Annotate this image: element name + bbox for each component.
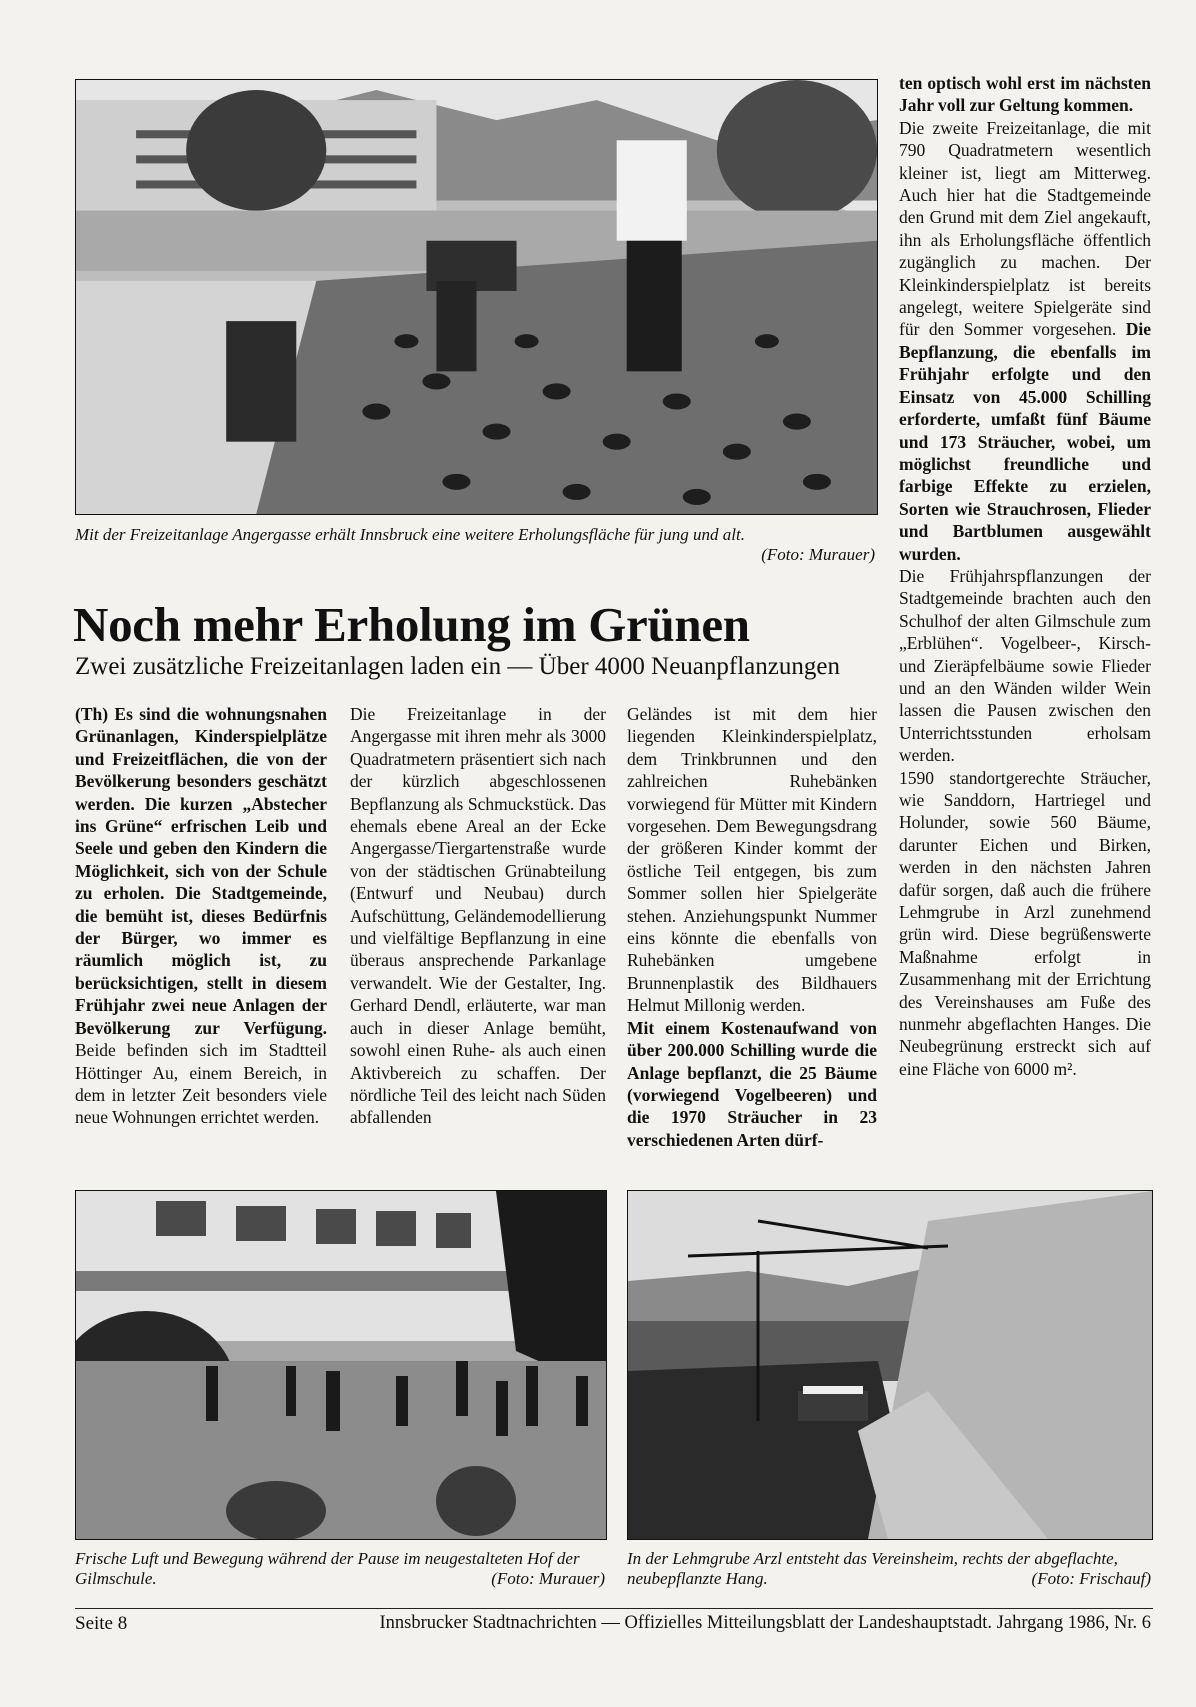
headline: Noch mehr Erholung im Grünen [73,597,750,652]
caption-top-credit: (Foto: Murauer) [761,545,875,564]
article-column-1 [75,703,327,1129]
article-column-4 [899,72,1151,1080]
col5-regular-2: 1590 standortgerechte Sträucher, wie Sanddorn, Hartriegel und Holunder, sowie 560 Bäume, darunter Eichen und Birken, werden in den nächsten Jahren dafür sorgen, daß auch die frühere Lehmgrube in Arzl zunehmend grün wird. Diese begrüßenswerte Maßnahme erfolgt in Zusammenhang mit der Errichtung des Vereinshauses am Fuße des nunmehr abgeflachten Hanges. Die Neubegrünung erstreckt sich auf eine Fläche von 6000 m². [899,767,1151,1079]
col4-bold-mid: Die Bepflanzung, die ebenfalls im Frühjahr erfolgte und den Einsatz von 45.000 Schilling erforderte, umfaßt fünf Bäume und 173 Sträucher, wobei, um möglichst freundliche und farbige Effekte zu erzielen, Sorten wie Strauchrosen, Flieder und Bartblumen ausgewählt wurden. [899,319,1151,564]
caption-bottom-right-credit: (Foto: Frischauf) [1031,1569,1151,1588]
col4-regular-1: Die zweite Freizeitanlage, die mit 790 Quadratmetern wesentlich kleiner ist, liegt am Mitterweg. Auch hier hat die Stadtgemeinde den Grund mit dem Ziel angekauft, ihn als Erholungsfläche öffentlich zugänglich zu machen. Der Kleinkinderspielplatz ist bereits angelegt, weitere Spielgeräte sind für den Sommer vorgesehen. [899,117,1151,340]
photo-gilmschule-courtyard [75,1190,607,1540]
col2-text: Die Freizeitanlage in der Angergasse mit ihren mehr als 3000 Quadratmetern präsentiert sich nach der kürzlich abgeschlossenen Bepflanzung als Schmuckstück. Das ehemals ebene Areal an der Ecke Angergasse/Tiergartenstraße wurde von der städtischen Grünabteilung (Entwurf und Neubau) durch Aufschüttung, Geländemodellierung und vielfältige Bepflanzung in eine überaus ansprechende Parkanlage verwandelt. Wie der Gestalter, Ing. Gerhard Dendl, erläuterte, war man auch in dieser Anlage bemüht, sowohl einen Ruhe- als auch einen Aktivbereich zu schaffen. Der nördliche Teil des leicht nach Süden abfallenden [350,704,606,1128]
caption-bottom-left [75,1549,605,1589]
caption-bottom-right [627,1549,1151,1589]
intro-bold-text: (Th) Es sind die wohnungsnahen Grünanlagen, Kinderspielplätze und Freizeitflächen, die von der Bevölkerung besonders geschätzt werden. Die kurzen „Abstecher ins Grüne“ erfrischen Leib und Seele und geben den Kindern die Möglichkeit, sich von der Schule zu erholen. Die Stadtgemeinde, die bemüht ist, dieses Bedürfnis der Bürger, wo immer es räumlich möglich ist, zu berücksichtigen, stellt in diesem Frühjahr zwei neue Anlagen der Bevölkerung zur Verfügung. [75,704,327,1038]
photo-planting-angergasse [75,79,878,515]
caption-top-text: Mit der Freizeitanlage Angergasse erhält Innsbruck eine weitere Erholungsfläche für jung und alt. [75,525,745,544]
article-column-3 [627,703,877,1151]
photo-lehmgrube-arzl [627,1190,1153,1540]
caption-bottom-left-credit: (Foto: Murauer) [491,1569,605,1588]
col3-bold-text: Mit einem Kostenaufwand von über 200.000 Schilling wurde die Anlage bepflanzt, die 25 Bäume (vorwiegend Vogelbeeren) und die 1970 Sträucher in 23 verschiedenen Arten dürf- [627,1017,877,1150]
footer-publication: Innsbrucker Stadtnachrichten — Offizielles Mitteilungsblatt der Landeshauptstadt. Jahrgang 1986, Nr. 6 [379,1613,1151,1633]
col5-regular-1: Die Frühjahrspflanzungen der Stadtgemeinde brachten auch den Schulhof der alten Gilmschule zum „Erblühen“. Vogelbeer-, Kirsch- und Zieräpfelbäume sowie Flieder und an den Wänden wilder Wein lassen die Pausen zwischen den Unterrichtsstunden erholsam werden. [899,565,1151,766]
caption-bottom-right-text: In der Lehmgrube Arzl entsteht das Vereinsheim, rechts der abgeflachte, neubepflanzte Hang. [627,1549,1118,1588]
col3-regular-text: Geländes ist mit dem hier liegenden Kleinkinderspielplatz, dem Trinkbrunnen und den zahlreichen Ruhebänken vorwiegend für Mütter mit Kindern vorgesehen. Dem Bewegungsdrang der größeren Kinder kommt der östliche Teil entgegen, bis zum Sommer sollen hier Spielgeräte stehen. Anziehungspunkt Nummer eins könnte die ebenfalls von Ruhebänken umgebene Brunnenplastik des Bildhauers Helmut Millonig werden. [627,704,877,1016]
subheadline: Zwei zusätzliche Freizeitanlagen laden ein — Über 4000 Neuanpflanzungen [75,653,840,680]
caption-top [75,525,875,565]
intro-regular-text: Beide befinden sich im Stadtteil Höttinger Au, einem Bereich, in dem in letzter Zeit besonders viele neue Wohnungen errichtet werden. [75,1040,327,1128]
col4-bold-top: ten optisch wohl erst im nächsten Jahr voll zur Geltung kommen. [899,73,1151,116]
footer-page-number: Seite 8 [75,1613,128,1634]
article-column-2 [350,703,606,1129]
caption-bottom-left-text: Frische Luft und Bewegung während der Pause im neugestalteten Hof der Gilmschule. [75,1549,580,1588]
footer-rule [75,1608,1153,1609]
